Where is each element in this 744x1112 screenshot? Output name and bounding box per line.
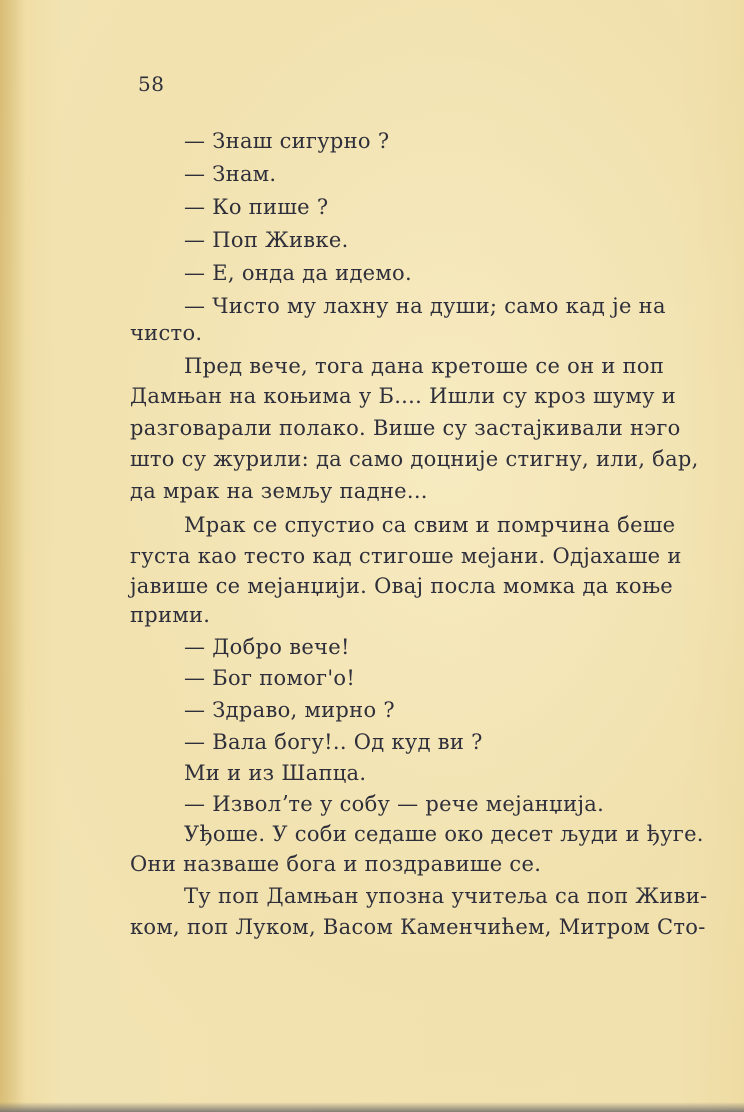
page-bottom-edge (0, 1102, 744, 1112)
text-line-24: Они назваше бога и поздравише се. (130, 852, 542, 876)
text-line-20: — Вала богу!.. Од куд ви ? (184, 730, 483, 754)
text-line-11: што су журили: да само доцније стигну, или, бар, (130, 447, 699, 471)
text-line-15: јавише се мејанџији. Овај посла момка да коње (130, 574, 673, 598)
text-line-7: чисто. (130, 321, 203, 345)
text-line-23: Уђоше. У соби седаше око десет људи и ђуге. (184, 822, 704, 846)
text-line-22: — Изволʼте у собу — рече мејанџија. (184, 792, 605, 816)
text-line-12: да мрак на земљу падне... (130, 479, 428, 503)
text-line-2: — Знам. (184, 162, 277, 186)
text-line-25: Ту поп Дамњан упозна учитеља са поп Живи- (184, 884, 708, 908)
text-line-13: Мрак се спустио са свим и помрчина беше (184, 513, 676, 537)
text-line-3: — Ко пише ? (184, 195, 329, 219)
text-line-19: — Здраво, мирно ? (184, 698, 395, 722)
text-line-14: густа као тесто кад стигоше мејани. Одјахаше и (130, 544, 682, 568)
text-line-8: Пред вече, тога дана кретоше се он и поп (184, 354, 665, 378)
text-line-26: ком, поп Луком, Васом Каменчићем, Митром Сто- (130, 915, 706, 939)
text-line-5: — Е, онда да идемо. (184, 261, 412, 285)
text-line-21: Ми и из Шапца. (184, 761, 367, 785)
text-line-1: — Знаш сигурно ? (184, 129, 390, 153)
text-line-4: — Поп Живке. (184, 228, 349, 252)
text-line-16: прими. (130, 603, 211, 627)
text-line-17: — Добро вече! (184, 635, 350, 659)
page-left-shadow (0, 0, 26, 1112)
page-number: 58 (138, 72, 165, 96)
text-line-9: Дамњан на коњима у Б.... Ишли су кроз шуму и (130, 384, 677, 408)
text-line-10: разговарали полако. Више су застајкивали нэго (130, 416, 681, 440)
text-line-18: — Бог помог'о! (184, 666, 356, 690)
text-line-6: — Чисто му лахну на души; само кад је на (184, 294, 666, 318)
